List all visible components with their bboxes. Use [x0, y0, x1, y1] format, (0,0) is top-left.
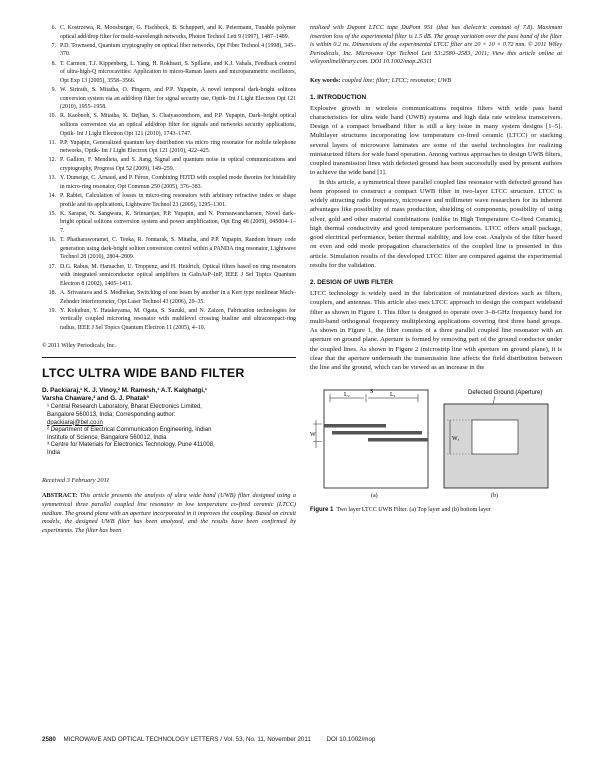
- left-column: [42, 24, 296, 535]
- bottom-layer-drawing: [444, 390, 548, 499]
- section-heading-design: 2. DESIGN OF UWB FILTER: [310, 279, 393, 286]
- section-heading-introduction: 1. INTRODUCTION: [310, 93, 367, 101]
- reference-list: [42, 24, 296, 333]
- paragraph: LTCC technology is widely used in the fabrication of miniaturized devices such as filters, couplers, and antennas. This article also uses LTCC approach to design the compact wideband filter as shown in Figure 1. This filter is designed to operate over 3–8-GHz frequency band for multi-band orthogonal frequency multiplexing applications covering first three band groups. As shown in Figure 1, the filter consists of a three parallel coupled line resonator with an aperture on ground plane. Aperture is formed by removing part of the ground conductor under the coupled lines. As shown in Figure 2 (microstrip line with aperture on ground plane), it is clear that the aperture underneath the transmission line affects the field distribution between the line and the ground, which can be viewed as an increase in the: [310, 290, 562, 371]
- coupled-line-2: [332, 431, 422, 435]
- reference-item: 8. T. Carmon, T.J. Kippenberg, L. Yang, H. Rokhsari, S. Spillane, and K.J. Vahala, Feedback control of ultra-high-Q microcavities: Application to micro-Raman lasers and microparametric oscillators, Opt Exp 13 (2005), 3558–3566.: [51, 60, 296, 84]
- reference-item: 9. W. Sirirath, S. Mitatha, O. Pingern, and P.P. Yupapin, A novel temporal dark-bright solitons conversion system via an add/drop filter for signal security use, Optik- Int J Light Electron Opt 121 (2010), 1955–1958.: [51, 86, 296, 111]
- journal-name: MICROWAVE AND OPTICAL TECHNOLOGY LETTERS: [63, 736, 219, 743]
- reference-item: 18. A. Srivastava and S. Medhekar, Switching of one beam by another in a Kerr type nonlinear Mach–Zehnder interferometer, Opt Laser Technol 43 (2006), 29–35.: [48, 289, 296, 305]
- keywords: Key words: coupled line; filter; LTCC; resonator; UWB: [310, 76, 452, 84]
- paragraph: Explosive growth in wireless communications requires filters with wide pass band characteristics for ultra wide band (UWB) systems and high data rate wireless transceivers. Design of a compact broadband filter is still a key issue in many system designs [1–5]. Multilayer structures incorporating low temperature co-fired ceramic (LTCC) or stacking several layers of microwave laminates are some of the useful technologies for realizing miniaturized filters for wide band operation. Among various approaches to design UWB filters, coupled transmission lines with defected ground has been successfully used by present authors to achieve the wide band [1].: [310, 104, 562, 177]
- paragraph: In this article, a symmetrical three parallel coupled line resonator with defected ground has been proposed to construct a compact UWB filter in two-layer LTCC structure. LTCC is widely attracting radio frequency, microwave and millimeter wave researchers for its inherent advantages like possibility of mass production, shielding of components, possibility of using silver, gold and other material combinations (unlike in High Temperature Co-fired Ceramic), high thermal conductivity and good temperature performances. LTCC offers small package, good electrical performance, better thermal stability, and low cost. Analysis of the filter based on even and odd mode propagation characteristics of the coupled line is presented in this article. Simulation results of the developed LTCC filter are compared against the experimental results for the validation.: [310, 178, 562, 269]
- coupled-line-3: [368, 438, 428, 442]
- label-l2: L₂: [344, 392, 350, 399]
- doi-text: DOI 10.1002/mop: [326, 736, 376, 743]
- label-defected-ground: Defected Ground (Aperture): [468, 390, 543, 397]
- reference-item: 11. P.P. Yupapin, Generalized quantum key distribution via micro ring resonator for mobile telephone networks, Optik- Int J Light Electron Opt 121 (2010), 422–425.: [48, 139, 296, 155]
- figure-caption: Figure 1 Two layer LTCC UWB Filter. (a) Top layer and (b) bottom layer: [310, 507, 491, 514]
- reference-item: 19. Y. Kokubun, Y. Hatakeyama, M. Ogata, S. Suzuki, and N. Zaizen, Fabrication technologies for vertically coupled microring resonator with multilevel crossing busline and ultracompact-ring radius, IEEE J Sel Topics Quantum Electron 11 (2005), 4–10.: [48, 307, 296, 331]
- reference-item: 6. C. Kostrzewa, R. Moosburger, G. Fischbeck, B. Schuppert, and K. Petermann, Tunable polymer optical add/drop filter for multi-wavelength networks, Photon Technol Lett 9 (1997), 1487–1489.: [51, 25, 296, 40]
- article-title: LTCC ULTRA WIDE BAND FILTER: [42, 365, 245, 380]
- coupled-line-1: [324, 424, 386, 428]
- abstract-continued: realized with Dupont LTCC tape DuPont 951 (that has dielectric constant of 7.8). Maximum insertion loss of the experimental filter is 1.5 dB. The group variation over the pass band of the filter is within 0.2 ns. Dimensions of the experimental LTCC filter are 20 × 10 × 0.72 mm. © 2011 Wiley Periodicals, Inc. Microwave Opt Technol Lett 53:2580–2583, 2011; View this article online at wileyonlinelibrary.com. DOI 10.1002/mop.26311: [310, 24, 562, 65]
- label-w: W: [310, 432, 316, 439]
- author-email: dpackiaraj@bel.co.in: [47, 419, 103, 426]
- reference-item: 7. P.D. Townsend, Quantum cryptography on optical fiber networks, Opt Fiber Technol 4 (1998), 345–370.: [51, 42, 296, 58]
- page-footer: [42, 736, 562, 743]
- page-number: 2580: [42, 736, 56, 743]
- reference-item: 10. R. Kaobnoh, S. Mitatha, K. Dejhan, S. Chaiyasoonthorn, and P.P. Yupapin, Dark–bright optical solitons conversion via an optical add/drop filter for signals and networks security applications, Optik- Int J Light Electron Opt 121 (2010), 1743–1747.: [48, 113, 296, 137]
- label-a: (a): [371, 493, 378, 500]
- affiliations: ¹ Central Research Laboratory, Bharat Electronics Limited, Bangalore 560013, India; Corresponding author: dpackiaraj@bel.co.in ² Department of Electrical Communication Engineering, Indian Institute of Science, Bangalore 560012, India ³ Centre for Materials for Electronics Technology, Pune 411008, India: [42, 404, 296, 457]
- received-date: Received 3 February 2011: [42, 477, 110, 485]
- abstract: ABSTRACT: This article presents the analysis of ultra wide band (UWB) filter designed using a symmetrical three parallel coupled line resonator in low temperature co-fired ceramic (LTCC) medium. The ground plane with an aperture incorporated in it improves the coupling. Based on circuit models, the designed UWB filter has been analyzed, and the results have been confirmed by experiments. The filter has been: [42, 492, 296, 534]
- top-layer-drawing: [310, 389, 428, 499]
- reference-item: 14. P. Rabiei, Calculation of losses in micro-ring resonators with arbitrary refractive index or shape profile and its applications, Lightwave Technol 23 (2005), 1295–1301.: [48, 193, 296, 208]
- figure-1: [310, 384, 562, 502]
- reference-item: 15. K. Sarapat, N. Sangwara, K. Srinuanjan, P.P. Yupapin, and N. Pornsuwancharoen, Novel dark–bright optical solitons conversion system and power amplification, Opt Eng 48 (2009), 045004–1–7.: [48, 210, 296, 234]
- reference-item: 16. T. Phatharaworamet, C. Teeka, R. Jomtarak, S. Mitatha, and P.P. Yupapin, Random binary code generation using dark-bright soliton conversion control within a PANDA ring resonator, Lightwave Technol 28 (2010), 2804–2809.: [48, 237, 296, 261]
- reference-item: 17. D.G. Rabus, M. Hamacher, U. Troppenz, and H. Heidrich, Optical filters based on ring resonators with integrated semiconductor optical amplifiers in GaInAsP–InP, IEEE J Sel Topics Quantum Electron 8 (2002), 1405–1411.: [48, 263, 296, 287]
- aperture: [472, 420, 518, 454]
- section-divider: [42, 357, 296, 358]
- label-l1: L₁: [390, 392, 396, 399]
- label-s: S: [370, 389, 374, 396]
- right-column: [310, 24, 562, 514]
- abstract-label: ABSTRACT:: [42, 492, 78, 500]
- author-list: D. Packiaraj,¹ K. J. Vinoy,² M. Ramesh,¹ A.T. Kalghatgi,¹ Varsha Chaware,³ and G. J. Phatak³: [42, 386, 208, 402]
- label-b: (b): [491, 493, 498, 500]
- reference-item: 13. Y. Dumeige, C. Arnaud, and P. Féron, Combining FDTD with coupled mode theories for bistability in micro-ring resonator, Opt Commun 250 (2005), 376–383.: [48, 175, 296, 190]
- reference-item: 12. P. Gallion, F. Mendieta, and S. Jiang, Signal and quantum noise in optical communications and cryptography, Progress Opt 52 (2009), 149–259.: [48, 157, 296, 173]
- copyright-notice: © 2011 Wiley Periodicals, Inc.: [42, 342, 116, 349]
- filter-layout-diagram: [310, 384, 562, 502]
- label-wa: Wₐ: [452, 436, 460, 443]
- volume-info: / Vol. 53, No. 11, November 2011: [220, 736, 311, 743]
